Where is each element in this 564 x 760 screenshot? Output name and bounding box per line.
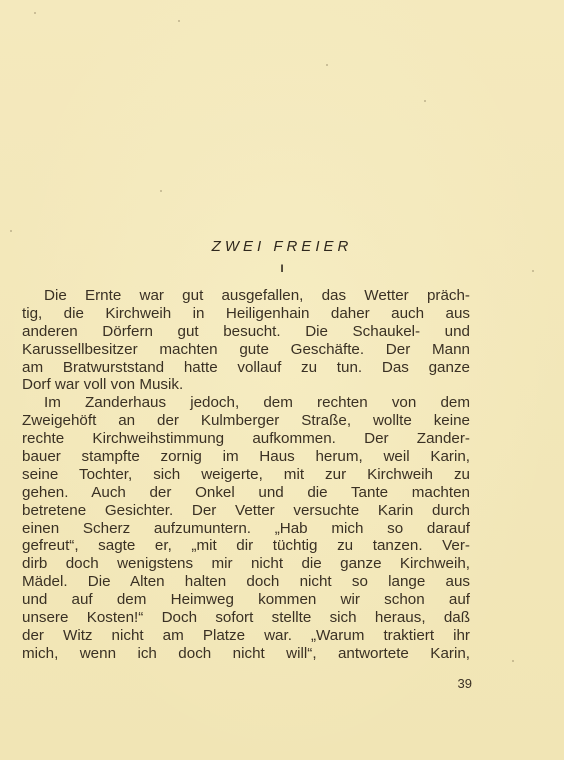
text-line: rechte Kirchweihstimmung aufkommen. Der Zander- (22, 430, 470, 448)
text-line: bauer stampfte zornig im Haus herum, weil Karin, (22, 448, 470, 466)
paper-speck (424, 100, 426, 102)
text-line: Mädel. Die Alten halten doch nicht so lange aus (22, 573, 470, 591)
text-line: am Bratwurststand hatte vollauf zu tun. Das ganze (22, 358, 470, 376)
text-line: mich, wenn ich doch nicht will“, antwortete Karin, (22, 644, 470, 662)
page-number: 39 (457, 676, 472, 691)
text-line: und auf dem Heimweg kommen wir schon auf (22, 591, 470, 609)
text-line: der Witz nicht am Platze war. „Warum traktiert ihr (22, 626, 470, 644)
text-line: Die Ernte war gut ausgefallen, das Wetter präch- (44, 287, 470, 304)
chapter-title: ZWEI FREIER (211, 238, 353, 255)
text-line: Karussellbesitzer machten gute Geschäfte. Der Mann (22, 340, 470, 358)
text-line: tig, die Kirchweih in Heiligenhain daher auch aus (22, 304, 470, 322)
text-line: anderen Dörfern gut besucht. Die Schaukel- und (22, 322, 470, 340)
paper-speck (160, 190, 162, 192)
paper-speck (10, 230, 12, 232)
paper-speck (326, 64, 328, 66)
body-text (22, 287, 470, 663)
text-line: Dorf war voll von Musik. (22, 376, 184, 394)
paper-speck (178, 20, 180, 22)
text-line: dirb doch wenigstens mir nicht die ganze Kirchweih, (22, 555, 470, 573)
text-line: Im Zanderhaus jedoch, dem rechten von dem (44, 394, 470, 412)
text-line: gehen. Auch der Onkel und die Tante machten (22, 483, 470, 501)
paper-speck (512, 660, 514, 662)
text-line: seine Tochter, sich weigerte, mit zur Kirchweih zu (22, 465, 470, 483)
text-line: unsere Kosten!“ Doch sofort stellte sich heraus, daß (22, 609, 470, 627)
text-line: gefreut“, sagte er, „mit dir tüchtig zu tanzen. Ver- (22, 537, 470, 555)
text-line: betretene Gesichter. Der Vetter versuchte Karin durch (22, 501, 470, 519)
paper-speck (34, 12, 36, 14)
text-line: einen Scherz aufzumuntern. „Hab mich so darauf (22, 519, 470, 537)
chapter-number: I (280, 263, 284, 275)
text-line: Zweigehöft an der Kulmberger Straße, wollte keine (22, 412, 470, 430)
